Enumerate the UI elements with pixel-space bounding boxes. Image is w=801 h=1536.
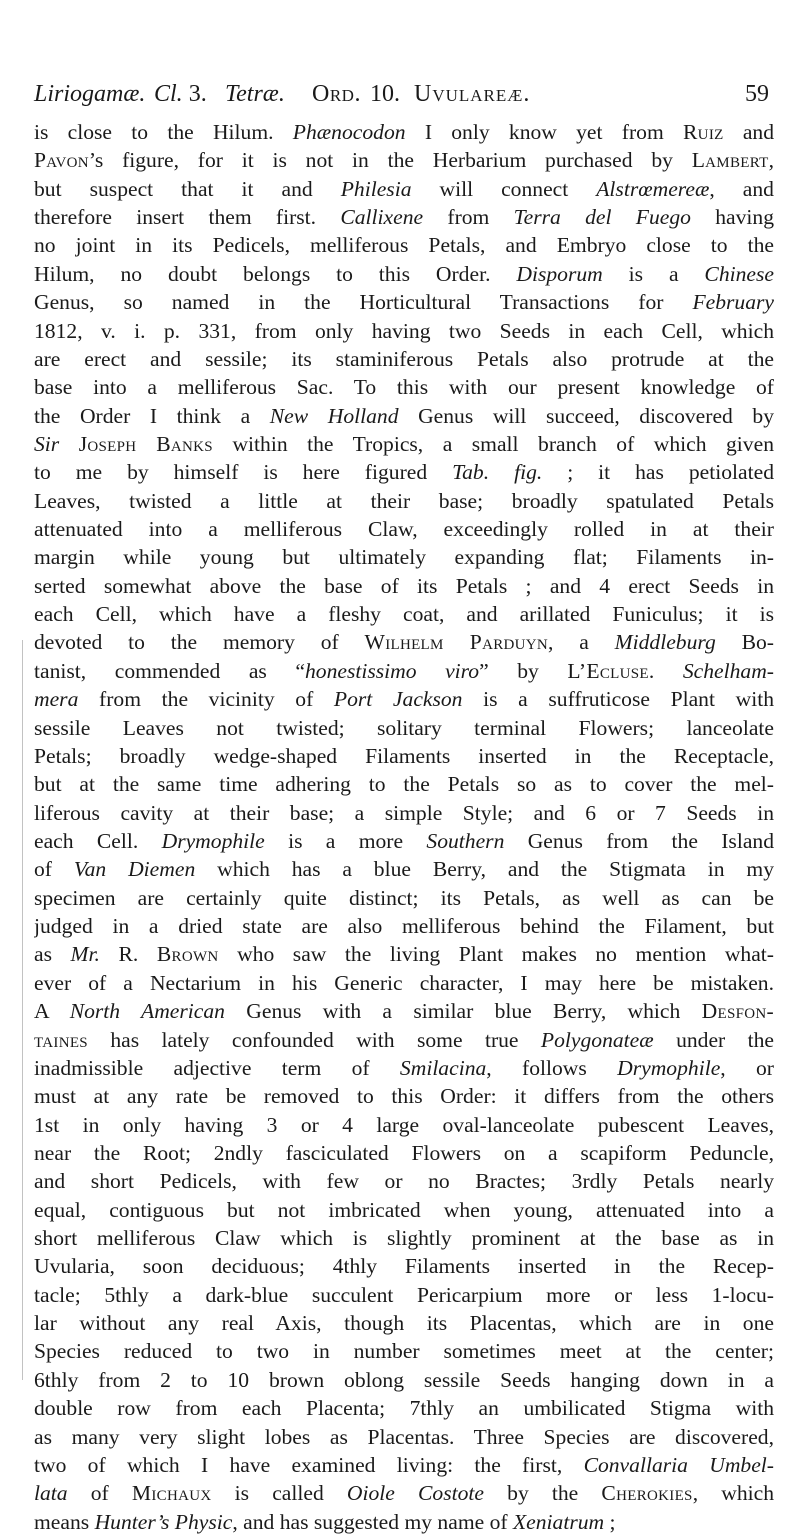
italic-text: Southern: [426, 828, 505, 853]
text-run: must at any rate be removed to this Order: it differs from the others: [34, 1084, 774, 1109]
italic-text: Hunter’s Physic: [94, 1509, 233, 1534]
text-run: who saw the living Plant makes no mention what-: [218, 942, 774, 967]
text-line: [34, 1252, 774, 1280]
text-run: will connect: [411, 176, 597, 201]
italic-text: Xeniatrum: [512, 1509, 605, 1534]
text-run: attenuated into a melliferous Claw, exceedingly rolled in at their: [34, 517, 774, 542]
text-line: [34, 884, 774, 912]
text-run: A: [34, 999, 70, 1024]
italic-text: Tab.: [452, 460, 490, 485]
running-head-class: [154, 76, 207, 112]
italic-text: Callixene: [340, 205, 424, 230]
italic-text: lata: [34, 1481, 68, 1506]
text-run: , which: [692, 1481, 774, 1506]
gutter-shadow-line: [22, 640, 23, 1380]
italic-text: February: [692, 290, 774, 315]
running-head-order-number: 10.: [370, 81, 400, 107]
italic-text: mera: [34, 687, 79, 712]
text-line: [34, 317, 774, 345]
text-run: each Cell.: [34, 828, 162, 853]
text-run: as: [34, 942, 71, 967]
text-run: tacle; 5thly a dark-blue succulent Pericarpium more or less 1-locu-: [34, 1282, 774, 1307]
italic-text: Smilacina: [399, 1055, 487, 1080]
text-run: from: [423, 205, 514, 230]
text-run: Leaves, twisted a little at their base; broadly spatulated Petals: [34, 488, 774, 513]
text-run: R.: [99, 942, 157, 967]
text-line: [34, 940, 774, 968]
italic-text: North American: [69, 999, 225, 1024]
text-run: margin while young but ultimately expanding flat; Filaments in-: [34, 545, 774, 570]
text-line: [34, 1082, 774, 1110]
text-run: as many very slight lobes as Placentas. Three Species are discovered,: [34, 1424, 774, 1449]
text-run: but at the same time adhering to the Petals so as to cover the mel-: [34, 772, 774, 797]
text-line: [34, 515, 774, 543]
italic-text: Mr.: [70, 942, 100, 967]
text-line: [34, 231, 774, 259]
text-line: [34, 373, 774, 401]
text-run: ” by: [479, 658, 568, 683]
text-line: [34, 175, 774, 203]
text-run: which has a blue Berry, and the Stigmata in my: [195, 857, 774, 882]
text-run: 1st in only having 3 or 4 large oval-lanceolate pubescent Leaves,: [34, 1112, 774, 1137]
text-line: [34, 1054, 774, 1082]
text-line: [34, 1366, 774, 1394]
text-run: Petals; broadly wedge-shaped Filaments inserted in the Receptacle,: [34, 743, 774, 768]
text-line: [34, 855, 774, 883]
text-line: [34, 628, 774, 656]
text-line: [34, 1394, 774, 1422]
running-head-class-number: 3.: [188, 81, 207, 107]
running-head-title: Liriogamæ.: [34, 81, 146, 107]
italic-text: Phænocodon: [292, 120, 406, 144]
text-run: is a: [602, 261, 705, 286]
text-run: no joint in its Pedicels, melliferous Petals, and Embryo close to the: [34, 233, 774, 258]
text-line: [34, 600, 774, 628]
italic-text: fig.: [514, 460, 543, 485]
text-line: [34, 543, 774, 571]
text-run: serted somewhat above the base of its Petals ; and 4 erect Seeds in: [34, 573, 774, 598]
italic-text: Chinese: [704, 261, 774, 286]
text-line: [34, 1026, 774, 1054]
text-run: inadmissible adjective term of: [34, 1055, 400, 1080]
text-line: [34, 1337, 774, 1365]
text-run: ; it has petiolated: [542, 460, 774, 485]
small-caps-name: Joseph Banks: [78, 431, 213, 456]
text-run: the Order I think a: [34, 403, 270, 428]
text-line: [34, 203, 774, 231]
text-run: Genus with a similar blue Berry, which: [224, 999, 702, 1024]
small-caps-name: Ruiz: [682, 120, 724, 144]
text-run: specimen are certainly quite distinct; its Petals, as well as can be: [34, 885, 774, 910]
page-number: 59: [745, 81, 769, 107]
italic-text: Alstrœmereæ: [596, 176, 710, 201]
small-caps-name: Michaux: [131, 1481, 212, 1506]
text-line: [34, 714, 774, 742]
text-run: and short Pedicels, with few or no Bractes; 3rdly Petals nearly: [34, 1169, 774, 1194]
text-run: but suspect that it and: [34, 176, 341, 201]
text-run: means: [34, 1509, 95, 1534]
text-run: ;: [604, 1509, 616, 1534]
text-run: from the vicinity of: [78, 687, 334, 712]
small-caps-name: L’Ecluse: [567, 658, 649, 683]
text-line: [34, 146, 774, 174]
text-run: [489, 460, 514, 484]
text-run: devoted to the memory of: [34, 630, 365, 655]
text-line: [34, 742, 774, 770]
text-line: [34, 572, 774, 600]
text-line: [34, 1508, 774, 1536]
text-run: judged in a dried state are also melliferous behind the Filament, but: [34, 914, 774, 939]
text-line: [34, 912, 774, 940]
running-head-order-label: Ord.: [312, 81, 361, 107]
small-caps-name: Wilhelm Parduyn: [364, 630, 549, 655]
text-run: Bo-: [715, 630, 774, 655]
text-run: , a: [548, 630, 615, 655]
italic-text: Schelham-: [682, 658, 774, 683]
text-line: [34, 657, 774, 685]
text-line: [34, 1479, 774, 1507]
italic-text: New Holland: [269, 403, 399, 428]
text-run: 1812, v. i. p. 331, from only having two Seeds in each Cell, which: [34, 318, 774, 343]
small-caps-name: taines: [34, 1027, 88, 1052]
text-line: [34, 1423, 774, 1451]
text-run: 6thly from 2 to 10 brown oblong sessile Seeds hanging down in a: [34, 1367, 774, 1392]
text-run: of: [67, 1481, 132, 1506]
text-run: is a more: [264, 828, 427, 853]
text-line: [34, 345, 774, 373]
text-line: [34, 770, 774, 798]
italic-text: Philesia: [340, 176, 412, 201]
text-line: [34, 1111, 774, 1139]
italic-text: Drymophile: [617, 1055, 721, 1080]
small-caps-name: Lambert: [691, 148, 769, 173]
italic-text: Van Diemen: [73, 857, 196, 882]
text-run: Genus from the Island: [504, 828, 774, 853]
italic-text: Convallaria Umbel-: [583, 1452, 774, 1477]
text-line: [34, 118, 774, 146]
text-run: each Cell, which have a fleshy coat, and arillated Funiculus; it is: [34, 602, 774, 627]
text-line: [34, 402, 774, 430]
running-head-tetr: Tetræ.: [225, 81, 285, 107]
text-run: Species reduced to two in number sometimes meet at the center;: [34, 1339, 774, 1364]
text-run: sessile Leaves not twisted; solitary terminal Flowers; lanceolate: [34, 715, 774, 740]
text-line: [34, 1451, 774, 1479]
text-run: within the Tropics, a small branch of which given: [212, 431, 774, 456]
running-head: [34, 76, 774, 112]
text-run: to me by himself is here figured: [34, 460, 453, 485]
italic-text: Sir: [34, 431, 60, 456]
text-run: Genus, so named in the Horticultural Transactions for: [34, 290, 693, 315]
text-run: short melliferous Claw which is slightly prominent at the base as in: [34, 1226, 774, 1251]
text-line: [34, 685, 774, 713]
text-run: under the: [653, 1027, 774, 1052]
text-line: [34, 1196, 774, 1224]
text-run: are erect and sessile; its staminiferous Petals also protrude at the: [34, 346, 774, 371]
text-run: is a suffruticose Plant with: [462, 687, 774, 712]
text-run: tanist, commended as “: [34, 658, 305, 683]
text-run: of: [34, 857, 74, 882]
italic-text: honestissimo viro: [304, 658, 480, 683]
text-run: has lately confounded with some true: [87, 1027, 541, 1052]
italic-text: Disporum: [516, 261, 603, 286]
text-run: ’s figure, for it is not in the Herbarium purchased by: [88, 148, 692, 173]
text-run: Hilum, no doubt belongs to this Order.: [34, 261, 517, 286]
small-caps-name: Desfon-: [701, 999, 774, 1024]
text-run: double row from each Placenta; 7thly an umbilicated Stigma with: [34, 1396, 774, 1421]
italic-text: Polygonateæ: [540, 1027, 654, 1052]
text-run: .: [648, 658, 683, 683]
text-run: , follows: [486, 1055, 618, 1080]
italic-text: Middleburg: [614, 630, 716, 655]
text-run: near the Root; 2ndly fasciculated Flowers on a scapiform Peduncle,: [34, 1140, 774, 1165]
text-line: [34, 799, 774, 827]
text-run: liferous cavity at their base; a simple Style; and 6 or 7 Seeds in: [34, 800, 774, 825]
text-line: [34, 288, 774, 316]
text-run: lar without any real Axis, though its Placentas, which are in one: [34, 1311, 774, 1336]
text-run: , and: [709, 176, 774, 201]
text-line: [34, 1139, 774, 1167]
text-line: [34, 430, 774, 458]
text-run: is called: [211, 1481, 347, 1506]
text-run: , and has suggested my name of: [232, 1509, 513, 1534]
text-line: [34, 1309, 774, 1337]
text-run: Genus will succeed, discovered by: [398, 403, 774, 428]
italic-text: Terra del Fuego: [513, 205, 691, 230]
text-line: [34, 969, 774, 997]
running-head-family: Uvulareæ.: [414, 81, 531, 107]
text-run: base into a melliferous Sac. To this with our present knowledge of: [34, 375, 774, 400]
text-run: [59, 432, 79, 456]
small-caps-name: Pavon: [34, 148, 89, 173]
text-line: [34, 260, 774, 288]
text-run: therefore insert them first.: [34, 205, 341, 230]
small-caps-name: Cherokies: [601, 1481, 693, 1506]
text-run: ever of a Nectarium in his Generic character, I may here be mistaken.: [34, 970, 774, 995]
text-run: Uvularia, soon deciduous; 4thly Filaments inserted in the Recep-: [34, 1254, 774, 1279]
text-line: [34, 1167, 774, 1195]
italic-text: Port Jackson: [333, 687, 463, 712]
italic-text: Drymophile: [161, 828, 265, 853]
text-line: [34, 997, 774, 1025]
text-run: and: [723, 120, 774, 144]
text-line: [34, 827, 774, 855]
text-run: having: [690, 205, 774, 230]
text-run: two of which I have examined living: the first,: [34, 1452, 584, 1477]
running-head-class-prefix: Cl.: [154, 81, 183, 107]
text-line: [34, 1224, 774, 1252]
small-caps-name: Brown: [156, 942, 219, 967]
text-run: is close to the Hilum.: [34, 120, 293, 144]
italic-text: Oiole Costote: [346, 1481, 484, 1506]
body-text: [34, 118, 774, 1536]
text-run: I only know yet from: [405, 120, 683, 144]
text-line: [34, 487, 774, 515]
text-run: ,: [768, 148, 774, 173]
text-run: equal, contiguous but not imbricated when young, attenuated into a: [34, 1197, 774, 1222]
text-line: [34, 458, 774, 486]
text-run: , or: [720, 1055, 774, 1080]
text-line: [34, 1281, 774, 1309]
text-run: by the: [484, 1481, 602, 1506]
